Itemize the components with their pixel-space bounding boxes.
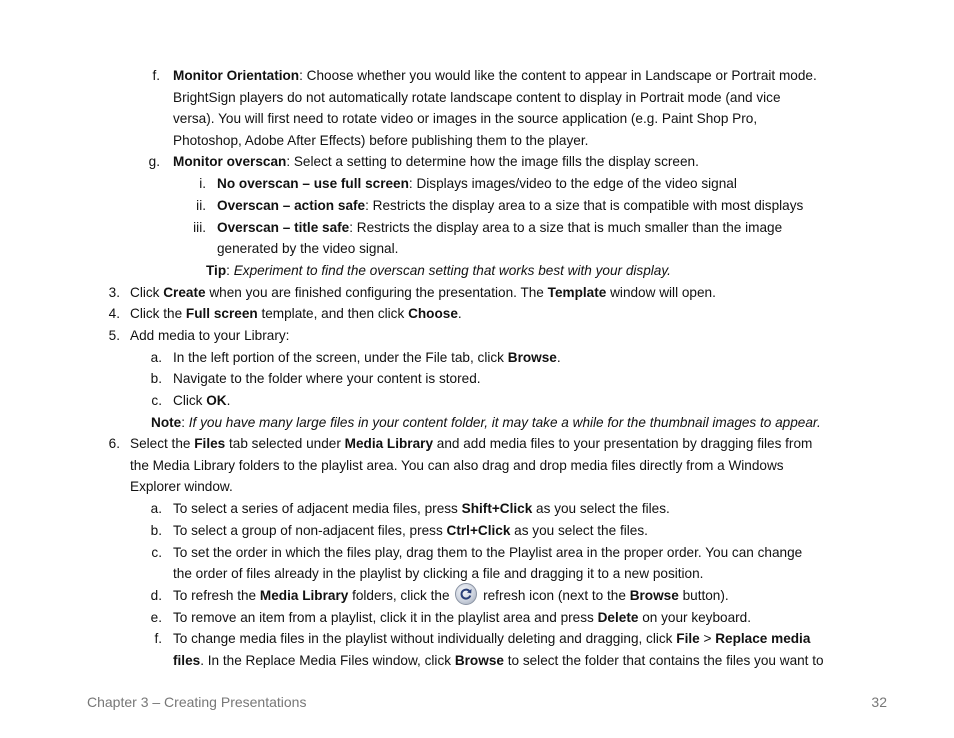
step-5c (173, 392, 230, 410)
item-continuation: BrightSign players do not automatically rotate landscape content to display in Portrait mode (and vice (173, 90, 781, 105)
step-4 (130, 305, 462, 323)
term: OK (206, 393, 227, 408)
note (151, 414, 821, 432)
step-6b (173, 522, 648, 540)
list-item-action-safe (217, 197, 803, 215)
item-continuation: the order of files already in the playlist by clicking a file and dragging it to a new position. (173, 566, 704, 581)
list-item-no-overscan (217, 175, 737, 193)
text: tab selected under (225, 436, 345, 451)
term: Template (547, 285, 607, 300)
text: on your keyboard. (638, 610, 752, 625)
text: . (226, 393, 231, 408)
item-text: : Choose whether you would like the content to appear in Landscape or Portrait mode. (299, 68, 817, 83)
item-continuation: the Media Library folders to the playlist area. You can also drag and drop media files directly from a Windows (130, 458, 784, 473)
item-continuation: Photoshop, Adobe After Effects) before publishing them to the player. (173, 133, 589, 148)
list-item-monitor-orientation (173, 67, 817, 85)
note-text: If you have many large files in your content folder, it may take a while for the thumbnail images to appear. (188, 415, 821, 430)
footer-chapter: Chapter 3 – Creating Presentations (87, 694, 307, 710)
page-number: 32 (871, 694, 887, 710)
tip (206, 262, 671, 280)
list-marker: g. (148, 154, 160, 169)
text: Select the (130, 436, 195, 451)
step-5: Add media to your Library: (130, 328, 290, 343)
list-marker: a. (150, 501, 162, 516)
separator: : (181, 415, 189, 430)
list-marker: f. (152, 68, 160, 83)
text: To select a series of adjacent media files, press (173, 501, 462, 516)
list-marker: d. (150, 588, 162, 603)
list-item-title-safe (217, 219, 782, 237)
list-marker: f. (154, 631, 162, 646)
text: To select a group of non-adjacent files, press (173, 523, 447, 538)
list-marker: 3. (108, 285, 120, 300)
step-6c: To set the order in which the files play, drag them to the Playlist area in the proper order. You can change (173, 545, 803, 560)
step-6f (173, 630, 810, 648)
step-6e (173, 609, 751, 627)
step-3 (130, 284, 716, 302)
term: Files (194, 436, 226, 451)
term: Monitor Orientation (173, 68, 300, 83)
list-marker: b. (150, 523, 162, 538)
term: Browse (629, 588, 679, 603)
text: to select the folder that contains the files you want to (503, 653, 824, 668)
list-marker: 4. (108, 306, 120, 321)
text: To refresh the (173, 588, 260, 603)
list-marker: 5. (108, 328, 120, 343)
list-marker: c. (151, 545, 162, 560)
separator: : (226, 263, 234, 278)
term: Shift+Click (461, 501, 533, 516)
text: Click (130, 285, 164, 300)
item-text: : Restricts the display area to a size that is compatible with most displays (365, 198, 804, 213)
item-continuation (173, 652, 824, 670)
list-marker: iii. (193, 220, 206, 235)
term: Delete (597, 610, 639, 625)
item-text: : Restricts the display area to a size that is much smaller than the image (349, 220, 783, 235)
text: folders, click the (348, 588, 454, 603)
list-marker: ii. (196, 198, 206, 213)
term: Overscan – title safe (217, 220, 350, 235)
text: template, and then click (257, 306, 409, 321)
term: files (173, 653, 201, 668)
list-marker: i. (199, 176, 206, 191)
refresh-icon (455, 583, 477, 605)
text: when you are finished configuring the presentation. The (205, 285, 548, 300)
step-5a (173, 349, 561, 367)
list-marker: 6. (108, 436, 120, 451)
term: Create (163, 285, 206, 300)
item-continuation: Explorer window. (130, 479, 233, 494)
step-6 (130, 435, 812, 453)
item-continuation: versa). You will first need to rotate video or images in the source application (e.g. Paint Shop Pro, (173, 111, 758, 126)
list-marker: e. (150, 610, 162, 625)
tip-text: Experiment to find the overscan setting that works best with your display. (233, 263, 671, 278)
text: window will open. (606, 285, 716, 300)
text: . (457, 306, 462, 321)
text: To remove an item from a playlist, click it in the playlist area and press (173, 610, 598, 625)
list-item-monitor-overscan (173, 153, 699, 171)
term: Choose (408, 306, 458, 321)
step-6a (173, 500, 670, 518)
list-marker: b. (150, 371, 162, 386)
item-continuation: generated by the video signal. (217, 241, 399, 256)
text: as you select the files. (510, 523, 648, 538)
step-5b: Navigate to the folder where your content is stored. (173, 371, 481, 386)
term: Full screen (185, 306, 258, 321)
text: Click the (130, 306, 186, 321)
list-marker: a. (150, 350, 162, 365)
note-label: Note (151, 415, 182, 430)
text: refresh icon (next to the (479, 588, 630, 603)
text: as you select the files. (532, 501, 670, 516)
text: . (556, 350, 561, 365)
term: Monitor overscan (173, 154, 287, 169)
term: Replace media (715, 631, 811, 646)
term: Browse (507, 350, 557, 365)
text: Click (173, 393, 207, 408)
text: > (699, 631, 716, 646)
list-marker: c. (151, 393, 162, 408)
term: Media Library (259, 588, 349, 603)
text: In the left portion of the screen, under the File tab, click (173, 350, 508, 365)
item-text: : Select a setting to determine how the image fills the display screen. (286, 154, 699, 169)
term: Media Library (344, 436, 434, 451)
step-6d (173, 587, 729, 605)
item-text: : Displays images/video to the edge of the video signal (408, 176, 737, 191)
text: and add media files to your presentation by dragging files from (433, 436, 813, 451)
text: . In the Replace Media Files window, click (200, 653, 455, 668)
term: No overscan – use full screen (217, 176, 409, 191)
text: button). (678, 588, 729, 603)
term: File (676, 631, 700, 646)
tip-label: Tip (206, 263, 227, 278)
term: Ctrl+Click (446, 523, 511, 538)
term: Overscan – action safe (217, 198, 366, 213)
term: Browse (454, 653, 504, 668)
text: To change media files in the playlist without individually deleting and dragging, click (173, 631, 677, 646)
